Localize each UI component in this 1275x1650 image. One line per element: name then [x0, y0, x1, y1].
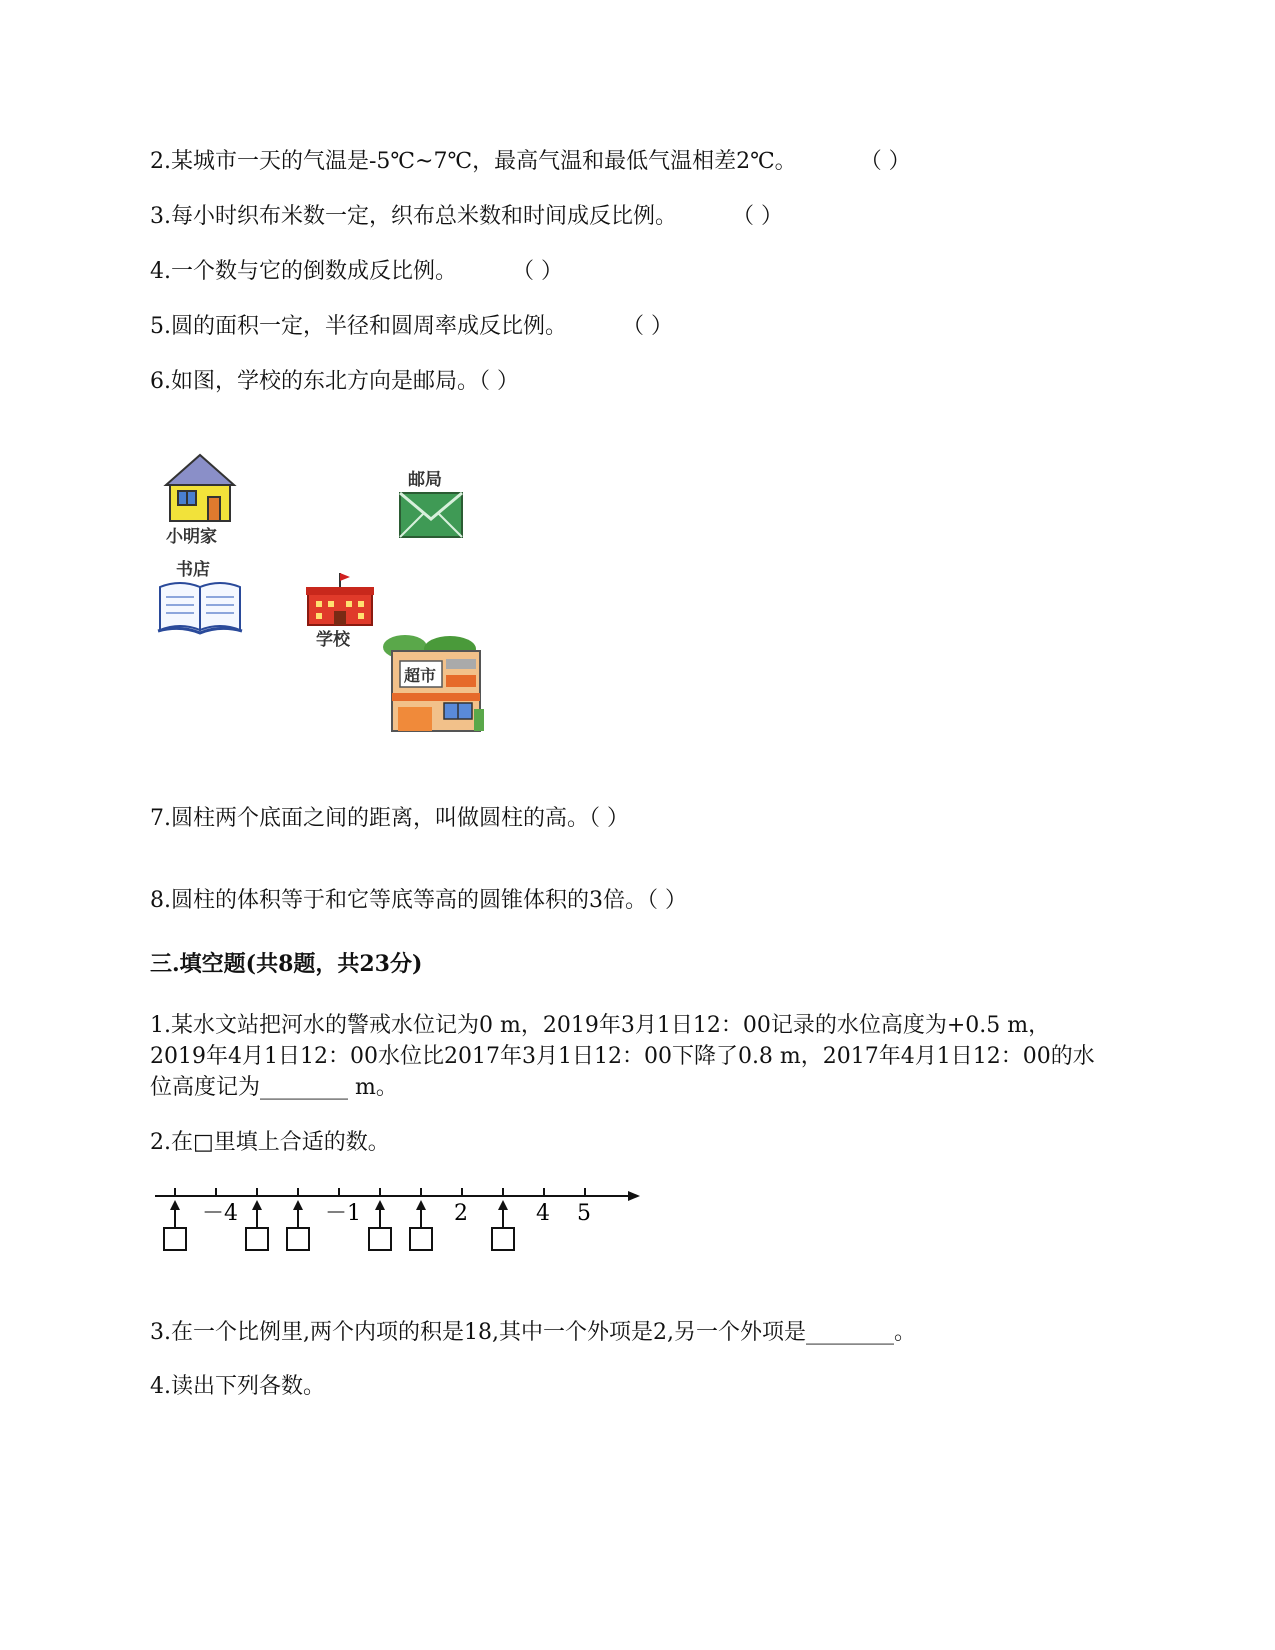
open-book-icon — [158, 583, 242, 633]
question-7 — [150, 803, 629, 835]
answer-box-6[interactable] — [492, 1200, 514, 1250]
fill-question-4: 4.读出下列各数。 — [150, 1374, 325, 1399]
map-figure — [150, 445, 520, 750]
tick-label-minus-4: －4 — [202, 1201, 238, 1226]
house-icon — [166, 455, 234, 521]
fill-question-1-line-1: 1.某水文站把河水的警戒水位记为0 m，2019年3月1日12：00记录的水位高度为+0.5 m， — [150, 1013, 1051, 1038]
question-3-text: 3.每小时织布米数一定，织布总米数和时间成反比例。 — [150, 204, 677, 229]
tick-label-2: 2 — [454, 1201, 468, 1226]
post-label: 邮局 — [408, 470, 442, 490]
question-8 — [150, 885, 687, 917]
question-5 — [150, 311, 673, 343]
question-2-bracket[interactable]: （ ） — [859, 149, 911, 174]
question-4-text: 4.一个数与它的倒数成反比例。 — [150, 259, 457, 284]
fill-question-3: 3.在一个比例里,两个内项的积是18,其中一个外项是2,另一个外项是________。 — [150, 1320, 916, 1345]
tick-label-5: 5 — [577, 1201, 591, 1226]
question-8-text: 8.圆柱的体积等于和它等底等高的圆锥体积的3倍。（ ） — [150, 888, 687, 913]
school-label: 学校 — [316, 630, 350, 650]
fill-question-2: 2.在□里填上合适的数。 — [150, 1130, 390, 1155]
tick-label-4: 4 — [536, 1201, 550, 1226]
section-3-title: 三.填空题(共8题，共23分) — [150, 951, 423, 977]
answer-box-3[interactable] — [287, 1200, 309, 1250]
fill-question-1-line-2: 2019年4月1日12：00水位比2017年3月1日12：00下降了0.8 m，2017年4月1日12：00的水 — [150, 1044, 1095, 1069]
school-icon — [306, 573, 374, 625]
question-4 — [150, 256, 563, 288]
answer-box-2[interactable] — [246, 1200, 268, 1250]
question-7-text: 7.圆柱两个底面之间的距离，叫做圆柱的高。（ ） — [150, 806, 629, 831]
question-5-text: 5.圆的面积一定，半径和圆周率成反比例。 — [150, 314, 567, 339]
question-2-text: 2.某城市一天的气温是-5℃~7℃，最高气温和最低气温相差2℃。 — [150, 149, 797, 174]
question-3-bracket[interactable]: （ ） — [732, 204, 783, 229]
bookstore-label: 书店 — [176, 560, 210, 580]
answer-box-5[interactable] — [410, 1200, 432, 1250]
envelope-icon — [400, 493, 462, 537]
answer-box-4[interactable] — [369, 1200, 391, 1250]
question-4-bracket[interactable]: （ ） — [512, 259, 563, 284]
home-label: 小明家 — [166, 527, 217, 547]
number-line — [150, 1180, 650, 1265]
question-6-text: 6.如图，学校的东北方向是邮局。（ ） — [150, 369, 519, 394]
question-5-bracket[interactable]: （ ） — [622, 314, 673, 339]
supermarket-label: 超市 — [404, 666, 437, 685]
fill-question-1-line-3: 位高度记为________ m。 — [150, 1075, 398, 1100]
question-3 — [150, 201, 783, 233]
question-6 — [150, 366, 519, 398]
question-2 — [150, 146, 911, 178]
tick-label-minus-1: －1 — [325, 1201, 361, 1226]
answer-box-1[interactable] — [164, 1200, 186, 1250]
